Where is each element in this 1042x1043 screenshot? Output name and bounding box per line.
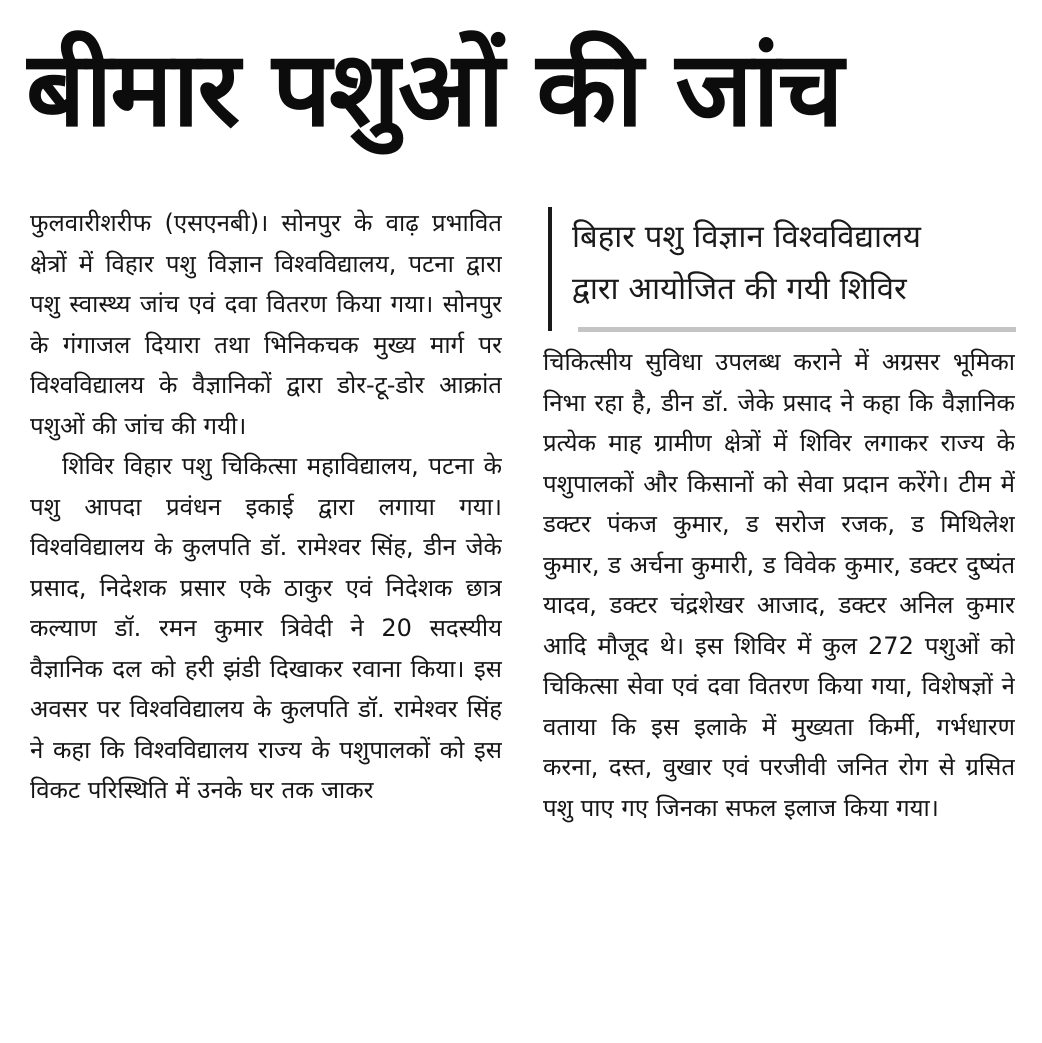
headline: बीमार पशुओं की जांच (26, 28, 842, 150)
subheadline-box (548, 205, 1016, 325)
subheadline-underline (578, 327, 1016, 332)
subheadline-vertical-rule (548, 207, 552, 331)
article-paragraph-1: फुलवारीशरीफ (एसएनबी)। सोनपुर के वाढ़ प्रभावित क्षेत्रों में विहार पशु विज्ञान विश्वविद्यालय, पटना द्वारा पशु स्वास्थ्य जांच एवं दवा वितरण किया गया। सोनपुर के गंगाजल दियारा तथा भिनिकचक मुख्य मार्ग पर विश्वविद्यालय के वैज्ञानिकों द्वारा डोर-टू-डोर आक्रांत पशुओं की जांच की गयी। (30, 209, 502, 440)
article-right-column (543, 342, 1015, 1012)
article-paragraph-3: चिकित्सीय सुविधा उपलब्ध कराने में अग्रसर भूमिका निभा रहा है, डीन डॉ. जेके प्रसाद ने कहा कि वैज्ञानिक प्रत्येक माह ग्रामीण क्षेत्रों में शिविर लगाकर राज्य के पशुपालकों और किसानों को सेवा प्रदान करेंगे। टीम में डक्टर पंकज कुमार, ड सरोज रजक, ड मिथिलेश कुमार, ड अर्चना कुमारी, ड विवेक कुमार, डक्टर दुष्यंत यादव, डक्टर चंद्रशेखर आजाद, डक्टर अनिल कुमार आदि मौजूद थे। इस शिविर में कुल 272 पशुओं को चिकित्सा सेवा एवं दवा वितरण किया गया, विशेषज्ञों ने वताया कि इस इलाके में मुख्यता किर्मी, गर्भधारण करना, दस्त, वुखार एवं परजीवी जनित रोग से ग्रसित पशु पाए गए जिनका सफल इलाज किया गया। (543, 348, 1015, 822)
subheadline-line-2: द्वारा आयोजित की गयी शिविर (572, 271, 907, 307)
article-left-column (30, 203, 502, 1013)
article-paragraph-2: शिविर विहार पशु चिकित्सा महाविद्यालय, पटना के पशु आपदा प्रवंधन इकाई द्वारा लगाया गया। विश्वविद्यालय के कुलपति डॉ. रामेश्वर सिंह, डीन जेके प्रसाद, निदेशक प्रसार एके ठाकुर एवं निदेशक छात्र कल्याण डॉ. रमन कुमार त्रिवेदी ने 20 सदस्यीय वैज्ञानिक दल को हरी झंडी दिखाकर रवाना किया। इस अवसर पर विश्वविद्यालय के कुलपति डॉ. रामेश्वर सिंह ने कहा कि विश्वविद्यालय राज्य के पशुपालकों को इस विकट परिस्थिति में उनके घर तक जाकर (30, 452, 502, 804)
subheadline-line-1: बिहार पशु विज्ञान विश्वविद्यालय (572, 219, 922, 255)
subheadline (572, 211, 1018, 315)
